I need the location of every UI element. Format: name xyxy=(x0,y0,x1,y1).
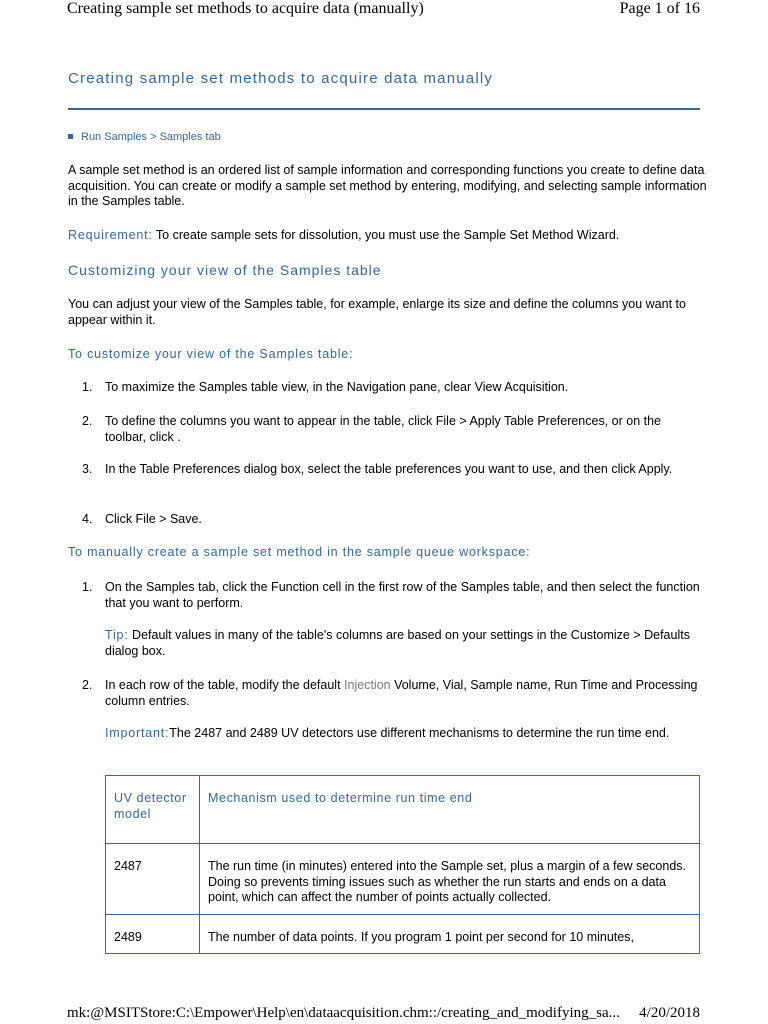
print-header-title: Creating sample set methods to acquire data (manually) xyxy=(67,0,424,17)
important-note xyxy=(105,726,705,742)
tip-note xyxy=(105,628,705,659)
list-text-part: In each row of the table, modify the default xyxy=(105,678,345,692)
intro-paragraph: A sample set method is an ordered list of sample information and corresponding functions you create to define data acquisition. You can create or modify a sample set method by entering, modifying, and selecting sample information in the Samples table. xyxy=(68,163,707,208)
list-text: On the Samples tab, click the Function cell in the first row of the Samples table, and then select the function that you want to perform. xyxy=(105,580,700,610)
table-row xyxy=(106,914,700,954)
table-cell: 2487 xyxy=(106,844,200,915)
detector-table xyxy=(105,775,700,954)
title-divider xyxy=(68,108,700,110)
list-text-part: Volume, Vial, Sample name, Run Time and Processing column entries. xyxy=(105,678,698,708)
print-footer-path: mk:@MSITStore:C:\Empower\Help\en\dataacquisition.chm::/creating_and_modifying_sa... xyxy=(67,1005,620,1021)
list-text: To define the columns you want to appear in the table, click File > Apply Table Preferences, or on the toolbar, click . xyxy=(105,414,661,444)
procedure-heading: To customize your view of the Samples table: xyxy=(68,347,354,361)
table-cell: The run time (in minutes) entered into the Sample set, plus a margin of a few seconds. Doing so prevents timing issues such as whether the run starts and ends on a data point, which can affect the number of points actually collected. xyxy=(200,844,700,915)
list-text xyxy=(105,678,705,709)
tip-label: Tip: xyxy=(105,628,129,642)
section-heading: Customizing your view of the Samples table xyxy=(68,262,382,278)
breadcrumb-link[interactable]: Run Samples > Samples tab xyxy=(81,131,221,143)
list-text: Click File > Save. xyxy=(105,512,202,526)
important-text: The 2487 and 2489 UV detectors use different mechanisms to determine the run time end. xyxy=(169,726,670,740)
table-header-cell: UV detector model xyxy=(106,776,200,844)
table-cell: The number of data points. If you program 1 point per second for 10 minutes, xyxy=(200,914,700,954)
section-paragraph: You can adjust your view of the Samples table, for example, enlarge its size and define the columns you want to appear within it. xyxy=(68,297,686,327)
procedure-heading: To manually create a sample set method in the sample queue workspace: xyxy=(68,545,531,559)
print-header-page-number: Page 1 of 16 xyxy=(619,0,700,17)
important-label: Important: xyxy=(105,726,170,740)
table-header-cell: Mechanism used to determine run time end xyxy=(200,776,700,844)
table-header-row xyxy=(106,776,700,844)
list-text: To maximize the Samples table view, in the Navigation pane, clear View Acquisition. xyxy=(105,380,569,394)
table-row xyxy=(106,844,700,915)
ui-term-injection: Injection xyxy=(344,678,391,692)
print-footer-date: 4/20/2018 xyxy=(639,1005,700,1021)
page-title: Creating sample set methods to acquire data manually xyxy=(68,70,494,87)
tip-text: Default values in many of the table's columns are based on your settings in the Customize > Defaults dialog box. xyxy=(105,628,690,658)
requirement-label: Requirement: xyxy=(68,228,153,242)
requirement-text: To create sample sets for dissolution, you must use the Sample Set Method Wizard. xyxy=(152,228,620,242)
list-text: In the Table Preferences dialog box, select the table preferences you want to use, and then click Apply. xyxy=(105,462,673,476)
bullet-square-icon xyxy=(68,134,73,139)
list-number: 2. xyxy=(82,414,93,428)
list-number: 4. xyxy=(82,512,93,526)
list-number: 2. xyxy=(82,678,93,692)
list-number: 1. xyxy=(82,380,93,394)
list-number: 1. xyxy=(82,580,93,594)
breadcrumb[interactable] xyxy=(68,131,221,143)
list-number: 3. xyxy=(82,462,93,476)
table-cell: 2489 xyxy=(106,914,200,954)
requirement-note xyxy=(68,228,708,244)
